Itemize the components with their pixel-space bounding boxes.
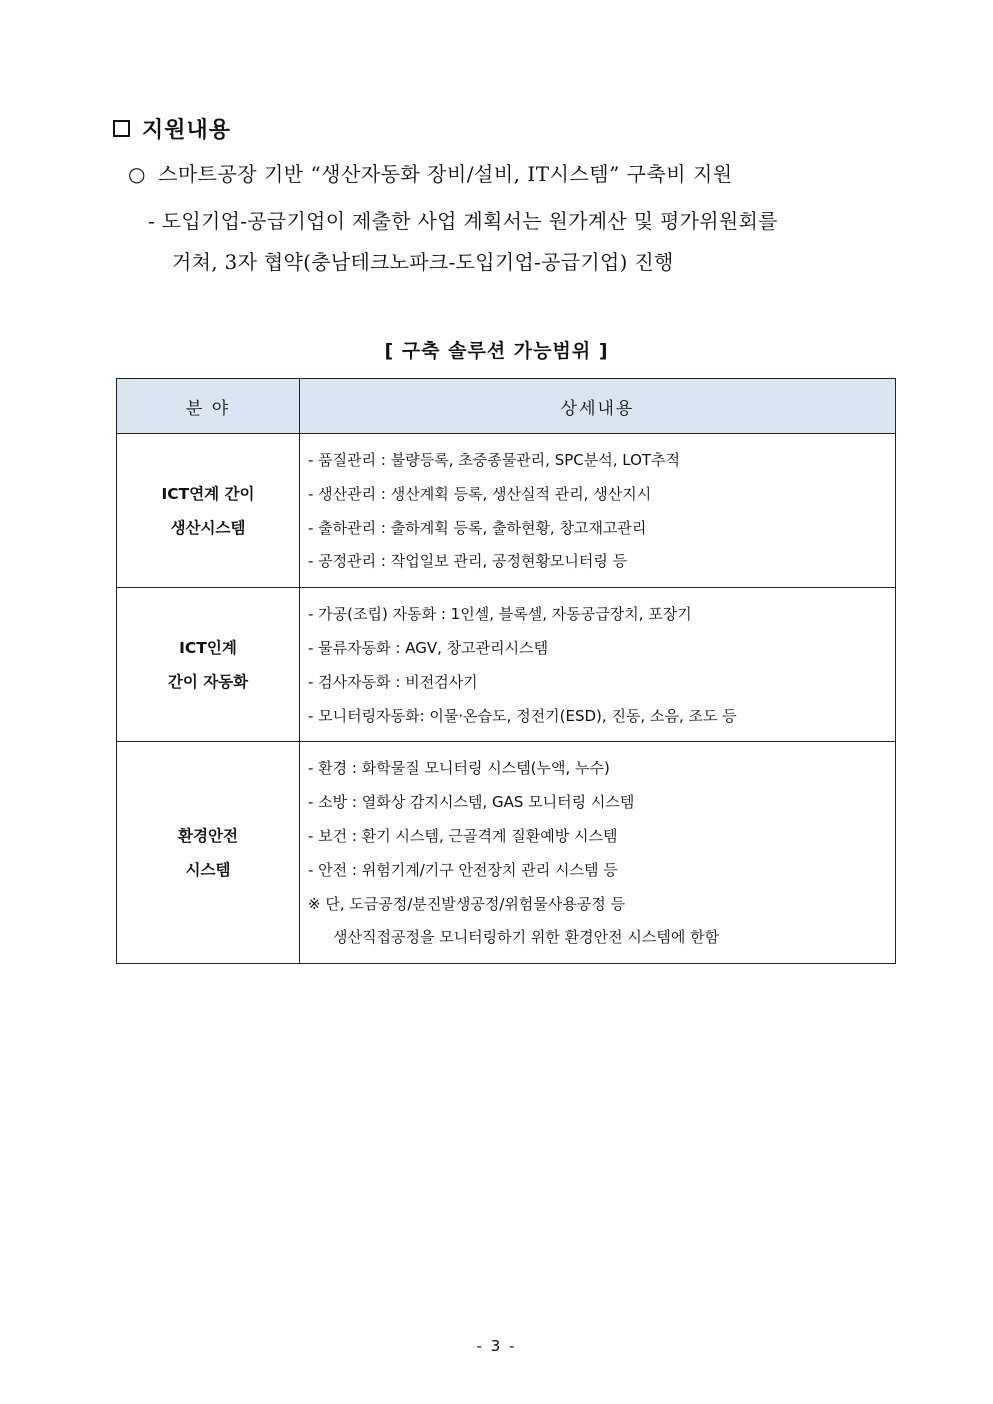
detail-line: - 생산관리 : 생산계획 등록, 생산실적 관리, 생산지시 [308,484,652,503]
detail-line: - 안전 : 위험기계/기구 안전장치 관리 시스템 등 [308,860,618,879]
detail-line: - 보건 : 환기 시스템, 근골격계 질환예방 시스템 [308,826,618,845]
detail-line: - 환경 : 화학물질 모니터링 시스템(누액, 누수) [308,759,610,778]
detail-line: - 출하관리 : 출하계획 등록, 출하현황, 창고재고관리 [308,518,647,537]
header-details: 상세내용 [300,379,896,434]
field-cell [117,588,300,742]
field-cell [117,434,300,588]
details-cell [300,434,896,588]
detail-line: - 소방 : 열화상 감지시스템, GAS 모니터링 시스템 [308,793,635,812]
field-label: 시스템 [185,860,231,879]
table-row [117,434,896,588]
detail-line: - 공정관리 : 작업일보 관리, 공정현황모니터링 등 [308,552,628,571]
table-row [117,742,896,964]
section-title-text: 지원내용 [142,118,232,143]
header-field: 분 야 [117,379,300,434]
detail-line: - 검사자동화 : 비전검사기 [308,672,478,691]
field-label: 간이 자동화 [167,672,249,691]
field-cell [117,742,300,964]
bullet-item [128,158,733,187]
checkbox-icon [113,120,130,137]
field-label: 환경안전 [178,826,238,845]
detail-line-note: 생산직접공정을 모니터링하기 위한 환경안전 시스템에 한함 [333,928,720,947]
section-title [113,113,231,144]
bullet-text: 스마트공장 기반 “생산자동화 장비/설비, IT시스템” 구축비 지원 [158,162,733,186]
field-label: ICT연계 간이 [161,484,255,503]
detail-line: - 물류자동화 : AGV, 창고관리시스템 [308,638,549,657]
circle-bullet-icon: ○ [128,162,146,186]
detail-line: - 품질관리 : 불량등록, 초중종물관리, SPC분석, LOT추적 [308,451,681,469]
dash-item-line-1: - 도입기업-공급기업이 제출한 사업 계획서는 원가계산 및 평가위원회를 [148,209,778,233]
dash-item-line-2: 거쳐, 3자 협약(충남테크노파크-도입기업-공급기업) 진행 [172,250,674,274]
details-cell [300,588,896,742]
detail-line: - 모니터링자동화: 이물·온습도, 정전기(ESD), 진동, 소음, 조도 등 [308,706,737,725]
field-label: 생산시스템 [170,518,246,537]
table-caption: [ 구축 솔루션 가능범위 ] [384,340,609,362]
detail-line: - 가공(조립) 자동화 : 1인셀, 블록셀, 자동공급장치, 포장기 [308,605,692,624]
table-header-row [117,379,896,434]
table-row [117,588,896,742]
field-label: ICT인계 [179,638,237,657]
solutions-table [116,378,896,964]
details-cell [300,742,896,964]
page-number: - 3 - [476,1337,517,1355]
detail-line-note: ※ 단, 도금공정/분진발생공정/위험물사용공정 등 [308,894,626,913]
